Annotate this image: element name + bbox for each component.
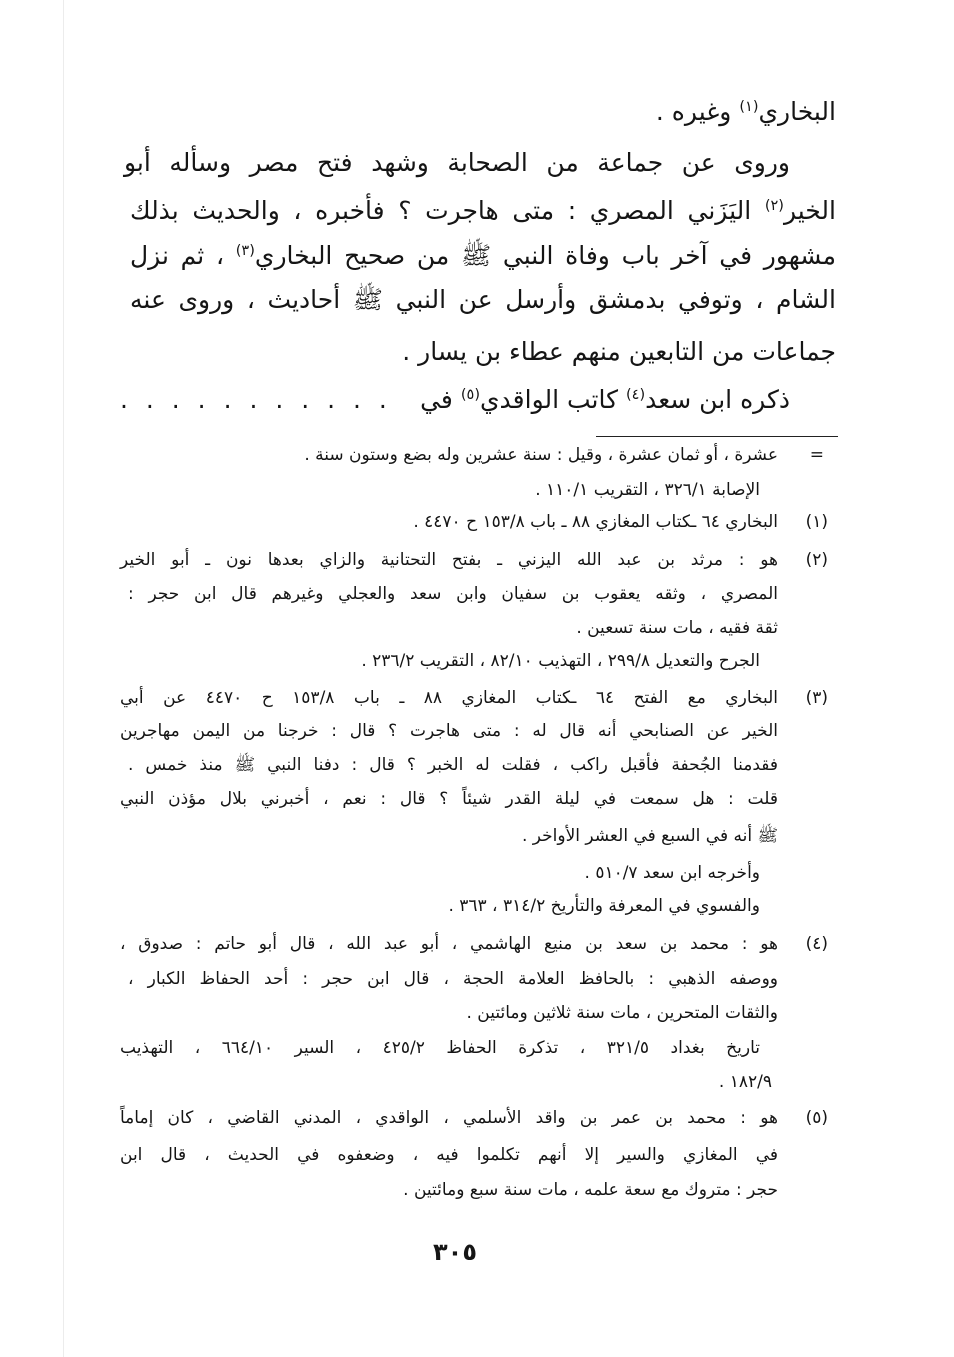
footnote-line: هو : محمد بن سعد بن منيع الهاشمي ، أبو عبد الله ، قال أبو حاتم : صدوق ، <box>120 934 778 954</box>
footnote-reference-line: تاريخ بغداد ٣٢١/٥ ، تذكرة الحفاظ ٤٢٥/٢ ، السير ٦٦٤/١٠ ، التهذيب <box>120 1038 760 1058</box>
footnote-line: الخير عن الصنابحي أنه قال له : متى هاجرت ؟ قال : خرجنا من اليمن مهاجرين <box>120 721 778 741</box>
footnote-line: والثقات المتحرين ، مات سنة ثلاثين ومائتين . <box>466 1003 778 1023</box>
main-text: كاتب الواقدي <box>479 385 626 414</box>
main-text: مشهور في آخر باب وفاة النبي ﷺ من صحيح البخاري <box>254 241 837 270</box>
footnote-reference-line: وأخرجه ابن سعد ٥١٠/٧ . <box>584 863 760 883</box>
footnote-label-3: (٣) <box>805 688 828 708</box>
footnote-line: في المغازي والسير إلا أنهم تكلموا فيه ، وضعفوه في الحديث ، قال ابن <box>120 1145 778 1165</box>
footnote-separator <box>596 436 838 437</box>
footnote-line: ﷺ أنه في السبع في العشر الأواخر . <box>521 826 778 846</box>
footnote-line: ثقة فقيه ، مات سنة تسعين . <box>576 618 778 638</box>
main-text: في <box>420 385 461 414</box>
main-text: ، ثم نزل <box>130 241 236 270</box>
footnote-line: هو : مرثد بن عبد الله اليزني ـ بفتح التحتانية والزاي بعدها نون ـ أبو الخير <box>120 550 778 570</box>
footnote-marker-2: (٢) <box>764 198 784 215</box>
footnote-marker-1: (١) <box>739 99 759 116</box>
main-line-4 <box>130 232 836 280</box>
footnote-continued-label: = <box>809 445 824 465</box>
footnote-marker-5: (٥) <box>460 387 480 404</box>
footnote-line: عشرة ، أو ثمان عشرة ، وقيل : سنة عشرين وله بضع وستون سنة . <box>304 445 778 465</box>
page-number: ٣٠٥ <box>433 1238 477 1266</box>
footnote-label-5: (٥) <box>805 1108 828 1128</box>
footnote-label-4: (٤) <box>805 934 828 954</box>
footnote-line: ووصفه الذهبي : بالحافظ العلامة الحجة ، قال ابن حجر : أحد الحفاظ الكبار ، <box>128 969 778 989</box>
footnote-line: فقدمنا الجُحفة فأقبل راكب ، فقلت له الخبر ؟ قال : دفنا النبي ﷺ منذ خمس . <box>128 755 778 775</box>
main-line-3 <box>130 187 836 235</box>
main-line-7-text <box>420 376 790 424</box>
main-text: ذكره ابن سعد <box>645 385 790 414</box>
footnote-line: البخاري ٦٤ ـكتاب المغازي ٨٨ ـ باب ١٥٣/٨ ح ٤٤٧٠ . <box>413 512 778 532</box>
footnote-reference-line: الجرح والتعديل ٢٩٩/٨ ، التهذيب ٨٢/١٠ ، التقريب ٢٣٦/٢ . <box>361 651 760 671</box>
footnote-reference-line: والفسوي في المعرفة والتأريخ ٣١٤/٢ ، ٣٦٣ . <box>448 896 760 916</box>
main-text: اليَزَني المصري : متى هاجرت ؟ فأخبره ، والحديث بذلك <box>130 196 765 225</box>
continuation-dots: . . . . . . . . . . . <box>120 385 387 414</box>
footnote-line: المصري ، وثقه يعقوب بن سفيان وابن سعد والعجلي وغيرهم قال ابن حجر : <box>128 584 778 604</box>
footnote-reference-line: ١٨٢/٩ . <box>718 1072 772 1092</box>
footnote-reference-line: الإصابة ٣٢٦/١ ، التقريب ١١٠/١ . <box>535 480 760 500</box>
footnote-label-1: (١) <box>805 512 828 532</box>
main-text: البخاري <box>758 97 836 126</box>
footnote-line: حجر : متروك مع سعة علمه ، مات سنة سبع ومائتين . <box>403 1180 778 1200</box>
footnote-marker-3: (٣) <box>235 243 255 260</box>
main-line-1 <box>130 88 836 136</box>
main-line-6: جماعات من التابعين منهم عطاء بن يسار . <box>402 337 836 366</box>
footnote-line: هو : محمد بن عمر بن واقد الأسلمي ، الواقدي ، المدني القاضي ، كان إماماً <box>120 1108 778 1128</box>
main-text: الخير <box>783 196 836 225</box>
footnote-line: قلت : هل سمعت في ليلة القدر شيئاً ؟ قال : نعم ، أخبرني بلال مؤذن النبي <box>120 789 778 809</box>
main-line-7 <box>120 376 790 424</box>
scan-edge-line <box>63 0 64 1357</box>
footnote-line: البخاري مع الفتح ٦٤ ـكتاب المغازي ٨٨ ـ باب ١٥٣/٨ ح ٤٤٧٠ عن أبي <box>120 688 779 708</box>
main-text: وغيره . <box>655 97 740 126</box>
main-line-2: وروى عن جماعة من الصحابة وشهد فتح مصر وسأله أبو <box>124 148 790 177</box>
footnote-marker-4: (٤) <box>625 387 646 404</box>
main-line-5: الشام ، وتوفي بدمشق وأرسل عن النبي ﷺ أحاديث ، وروى عنه <box>130 285 836 314</box>
footnote-label-2: (٢) <box>805 550 828 570</box>
